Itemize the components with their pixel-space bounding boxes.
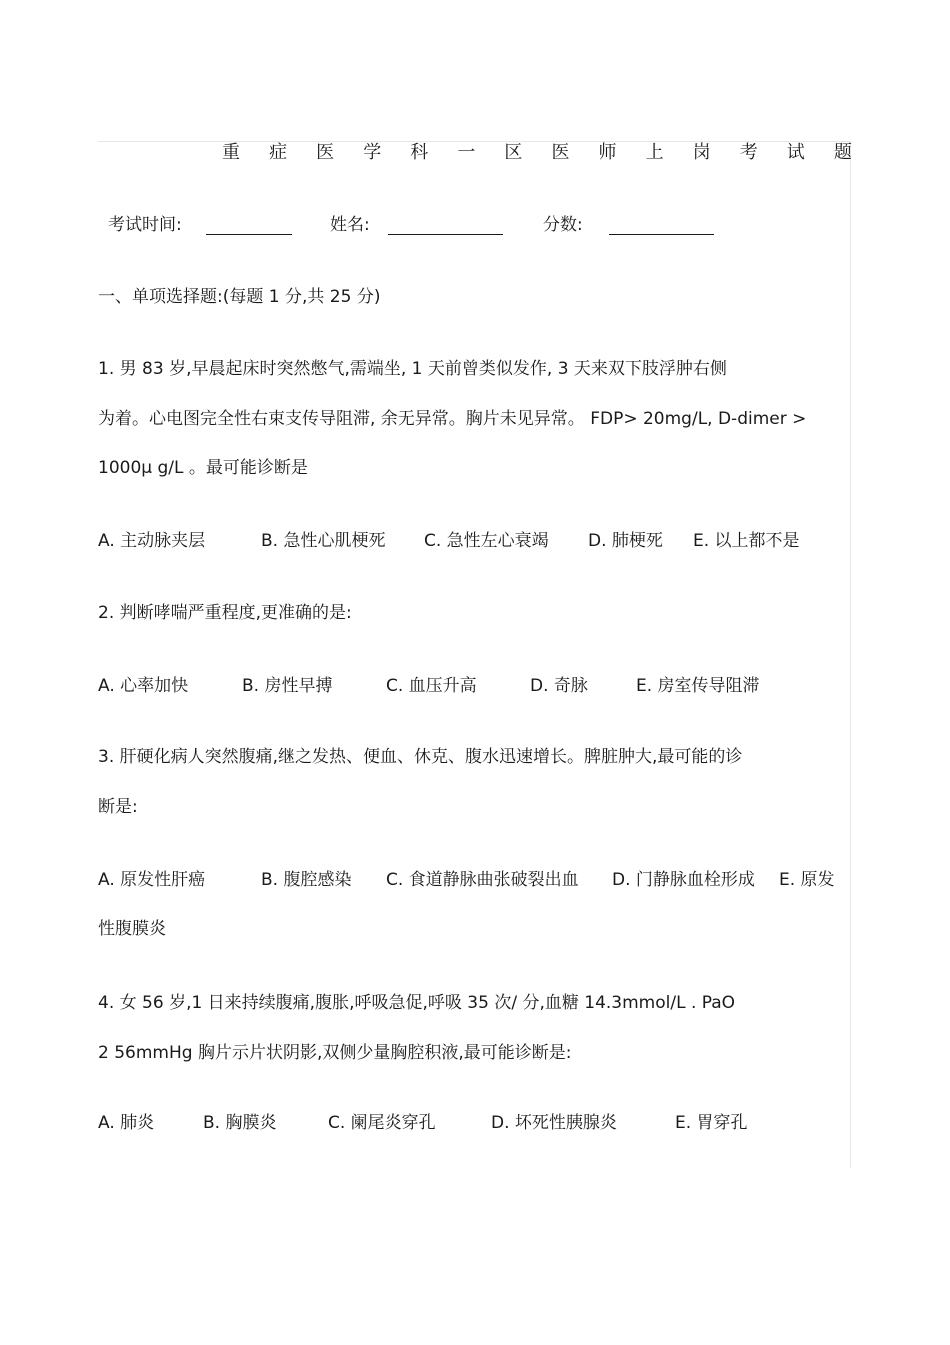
title-char: 考 bbox=[739, 142, 758, 163]
option-d: D. 奇脉 bbox=[530, 676, 588, 696]
exam-time-label: 考试时间: bbox=[108, 215, 182, 235]
option-d: D. 肺梗死 bbox=[588, 531, 663, 551]
title-char: 区 bbox=[504, 142, 523, 163]
option-c: C. 阑尾炎穿孔 bbox=[328, 1113, 436, 1133]
option-c: C. 食道静脉曲张破裂出血 bbox=[386, 870, 579, 890]
option-e: E. 房室传导阻滞 bbox=[636, 676, 760, 696]
question-text-line: 断是: bbox=[98, 797, 138, 817]
question-text-line: 1. 男 83 岁,早晨起床时突然憋气,需端坐, 1 天前曾类似发作, 3 天来双下肢浮肿右侧 bbox=[98, 359, 727, 379]
option-e-continuation: 性腹膜炎 bbox=[98, 919, 166, 939]
title-char: 上 bbox=[645, 142, 664, 163]
title-char: 岗 bbox=[692, 142, 711, 163]
option-b: B. 胸膜炎 bbox=[203, 1113, 277, 1133]
title-char: 科 bbox=[410, 142, 429, 163]
name-label: 姓名: bbox=[330, 215, 370, 235]
option-e: E. 胃穿孔 bbox=[675, 1113, 748, 1133]
page-right-rule bbox=[850, 141, 851, 1168]
title-char: 重 bbox=[222, 142, 240, 163]
exam-info-row bbox=[0, 212, 950, 238]
option-c: C. 急性左心衰竭 bbox=[424, 531, 549, 551]
score-blank bbox=[609, 234, 714, 235]
title-char: 一 bbox=[457, 142, 476, 163]
option-e: E. 原发 bbox=[779, 870, 835, 890]
title-char: 题 bbox=[833, 142, 852, 163]
question-text-line: 4. 女 56 岁,1 日来持续腹痛,腹胀,呼吸急促,呼吸 35 次/ 分,血糖 14.3mmol/L . PaO bbox=[98, 993, 736, 1013]
name-blank bbox=[388, 234, 503, 235]
score-label: 分数: bbox=[543, 215, 583, 235]
title-char: 症 bbox=[269, 142, 288, 163]
exam-time-blank bbox=[206, 234, 292, 235]
exam-title bbox=[222, 140, 852, 166]
question-text-line: 2. 判断哮喘严重程度,更准确的是: bbox=[98, 603, 352, 623]
question-text-line: 1000μ g/L 。最可能诊断是 bbox=[98, 458, 308, 478]
title-char: 学 bbox=[363, 142, 382, 163]
question-text-line: 为着。心电图完全性右束支传导阻滞, 余无异常。胸片未见异常。 FDP> 20mg/L, D-dimer > bbox=[98, 409, 807, 429]
section-heading: 一、单项选择题:(每题 1 分,共 25 分) bbox=[98, 287, 381, 307]
title-char: 师 bbox=[598, 142, 617, 163]
question-text-line: 2 56mmHg 胸片示片状阴影,双侧少量胸腔积液,最可能诊断是: bbox=[98, 1043, 572, 1063]
option-b: B. 急性心肌梗死 bbox=[261, 531, 386, 551]
option-b: B. 房性早搏 bbox=[242, 676, 333, 696]
option-e: E. 以上都不是 bbox=[693, 531, 800, 551]
title-char: 试 bbox=[786, 142, 805, 163]
option-d: D. 坏死性胰腺炎 bbox=[491, 1113, 617, 1133]
title-char: 医 bbox=[316, 142, 335, 163]
title-char: 医 bbox=[551, 142, 570, 163]
option-a: A. 原发性肝癌 bbox=[98, 870, 206, 890]
option-a: A. 心率加快 bbox=[98, 676, 189, 696]
option-a: A. 主动脉夹层 bbox=[98, 531, 206, 551]
option-a: A. 肺炎 bbox=[98, 1113, 155, 1133]
option-c: C. 血压升高 bbox=[386, 676, 477, 696]
question-text-line: 3. 肝硬化病人突然腹痛,继之发热、便血、休克、腹水迅速增长。脾脏肿大,最可能的诊 bbox=[98, 747, 743, 767]
option-d: D. 门静脉血栓形成 bbox=[612, 870, 755, 890]
option-b: B. 腹腔感染 bbox=[261, 870, 352, 890]
